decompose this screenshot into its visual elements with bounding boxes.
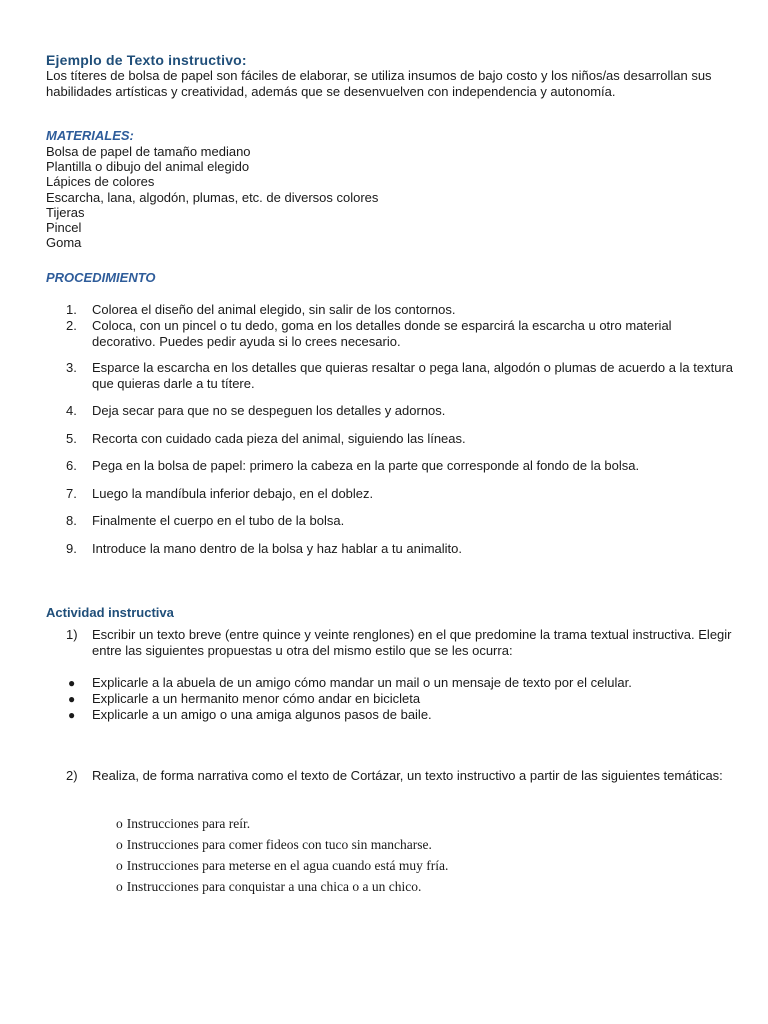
procedure-step: [66, 458, 736, 474]
procedure-step: [66, 318, 736, 350]
material-item: Tijeras: [46, 204, 85, 220]
activity-task: [66, 627, 736, 659]
step-text: Introduce la mano dentro de la bolsa y haz hablar a tu animalito.: [92, 541, 463, 556]
step-text: Esparce la escarcha en los detalles que quieras resaltar o pega lana, algodón o plumas de acuerdo a la textura que quieras darle a tu títere.: [92, 360, 734, 391]
step-text: Luego la mandíbula inferior debajo, en el doblez.: [92, 486, 374, 501]
bullet-text: Explicarle a un hermanito menor cómo andar en bicicleta: [92, 691, 421, 706]
circle-bullet-icon: o: [116, 816, 123, 831]
step-number: 4.: [66, 403, 77, 418]
bullet-icon: ●: [68, 692, 76, 706]
step-text: Coloca, con un pincel o tu dedo, goma en los detalles donde se esparcirá la escarcha u otro material decorativo. Puedes pedir ayuda si lo crees necesario.: [92, 318, 672, 349]
circle-bullet-icon: o: [116, 879, 123, 894]
material-item: Plantilla o dibujo del animal elegido: [46, 159, 250, 175]
task-text: Escribir un texto breve (entre quince y veinte renglones) en el que predomine la trama textual instructiva. Elegir entre las siguientes propuestas u otra del mismo estilo que se les ocurra:: [92, 627, 732, 658]
step-number: 8.: [66, 513, 77, 528]
bullet-icon: ●: [68, 676, 76, 690]
step-text: Deja secar para que no se despeguen los detalles y adornos.: [92, 403, 446, 418]
subitem: [116, 837, 432, 853]
subitem-text: Instrucciones para meterse en el agua cuando está muy fría.: [126, 858, 449, 873]
activity-task: [66, 768, 736, 784]
material-item: Lápices de colores: [46, 174, 155, 190]
procedure-step: [66, 360, 736, 392]
step-number: 5.: [66, 431, 77, 446]
step-text: Finalmente el cuerpo en el tubo de la bolsa.: [92, 513, 345, 528]
bullet-text: Explicarle a la abuela de un amigo cómo mandar un mail o un mensaje de texto por el celular.: [92, 675, 632, 690]
step-number: 2.: [66, 318, 77, 333]
material-item: Bolsa de papel de tamaño mediano: [46, 144, 251, 159]
task-number: 1): [66, 627, 78, 642]
step-number: 3.: [66, 360, 77, 375]
document-title: Ejemplo de Texto instructivo:: [46, 52, 247, 68]
step-text: Pega en la bolsa de papel: primero la cabeza en la parte que corresponde al fondo de la bolsa.: [92, 458, 640, 473]
task-number: 2): [66, 768, 78, 783]
bullet-icon: ●: [68, 708, 76, 722]
step-number: 6.: [66, 458, 77, 473]
procedure-step: [66, 431, 736, 447]
step-number: 1.: [66, 302, 77, 317]
step-number: 7.: [66, 486, 77, 501]
bullet-text: Explicarle a un amigo o una amiga algunos pasos de baile.: [92, 707, 432, 722]
step-text: Colorea el diseño del animal elegido, sin salir de los contornos.: [92, 302, 456, 317]
subitem: [116, 816, 250, 832]
procedure-step: [66, 541, 736, 557]
bullet-item: [66, 707, 736, 723]
material-item: Goma: [46, 235, 82, 251]
procedure-step: [66, 403, 736, 419]
subitem-text: Instrucciones para comer fideos con tuco sin mancharse.: [126, 837, 432, 852]
procedure-step: [66, 302, 736, 318]
bullet-item: [66, 675, 736, 691]
bullet-item: [66, 691, 736, 707]
procedure-step: [66, 486, 736, 502]
activity-heading: Actividad instructiva: [46, 605, 174, 620]
subitem-text: Instrucciones para conquistar a una chica o a un chico.: [126, 879, 422, 894]
step-number: 9.: [66, 541, 77, 556]
procedure-heading: PROCEDIMIENTO: [46, 270, 156, 285]
subitem: [116, 858, 448, 874]
step-text: Recorta con cuidado cada pieza del animal, siguiendo las líneas.: [92, 431, 466, 446]
materials-list: [46, 144, 378, 250]
material-item: Escarcha, lana, algodón, plumas, etc. de diversos colores: [46, 189, 379, 205]
task-text: Realiza, de forma narrativa como el texto de Cortázar, un texto instructivo a partir de las siguientes temáticas:: [92, 768, 723, 783]
materials-heading: MATERIALES:: [46, 128, 134, 143]
subitem-text: Instrucciones para reír.: [126, 816, 251, 831]
subitem: [116, 879, 421, 895]
procedure-step: [66, 513, 736, 529]
circle-bullet-icon: o: [116, 837, 123, 852]
material-item: Pincel: [46, 220, 82, 236]
circle-bullet-icon: o: [116, 858, 123, 873]
intro-paragraph: Los títeres de bolsa de papel son fáciles de elaborar, se utiliza insumos de bajo costo y los niños/as desarrollan sus habilidades artísticas y creatividad, además que se desenvuelven con independencia y autonomía.: [46, 68, 712, 99]
